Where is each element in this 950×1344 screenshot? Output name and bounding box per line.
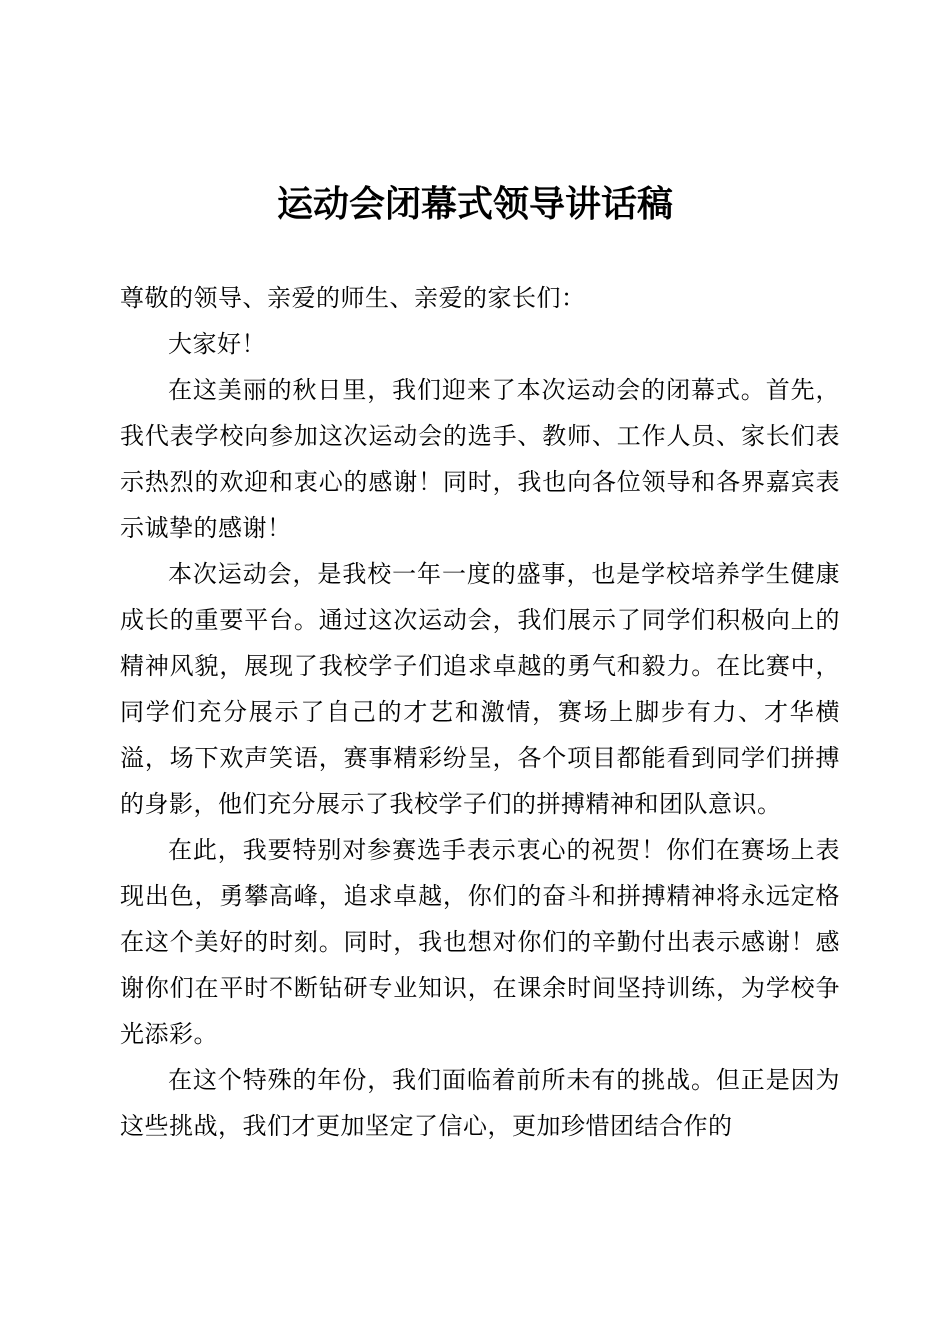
paragraph-congratulations: 在此，我要特别对参赛选手表示衷心的祝贺！你们在赛场上表现出色，勇攀高峰，追求卓越，你们的奋斗和拼搏精神将永远定格在这个美好的时刻。同时，我也想对你们的辛勤付出表示感谢！感谢你们在平时不断钻研专业知识，在课余时间坚持训练，为学校争光添彩。 (120, 836, 840, 1048)
paragraph-opening: 在这美丽的秋日里，我们迎来了本次运动会的闭幕式。首先，我代表学校向参加这次运动会的选手、教师、工作人员、家长们表示热烈的欢迎和衷心的感谢！同时，我也向各位领导和各界嘉宾表示诚挚的感谢！ (120, 376, 840, 542)
document-body (120, 275, 840, 1149)
paragraph-challenges: 在这个特殊的年份，我们面临着前所未有的挑战。但正是因为这些挑战，我们才更加坚定了信心，更加珍惜团结合作的 (120, 1066, 840, 1140)
paragraph-greeting: 大家好！ (168, 330, 266, 358)
salutation: 尊敬的领导、亲爱的师生、亲爱的家长们： (120, 284, 586, 312)
paragraph-sports-meet: 本次运动会，是我校一年一度的盛事，也是学校培养学生健康成长的重要平台。通过这次运动会，我们展示了同学们积极向上的精神风貌，展现了我校学子们追求卓越的勇气和毅力。在比赛中，同学们充分展示了自己的才艺和激情，赛场上脚步有力、才华横溢，场下欢声笑语，赛事精彩纷呈，各个项目都能看到同学们拼搏的身影，他们充分展示了我校学子们的拼搏精神和团队意识。 (120, 560, 840, 818)
document-title: 运动会闭幕式领导讲话稿 (276, 183, 673, 225)
